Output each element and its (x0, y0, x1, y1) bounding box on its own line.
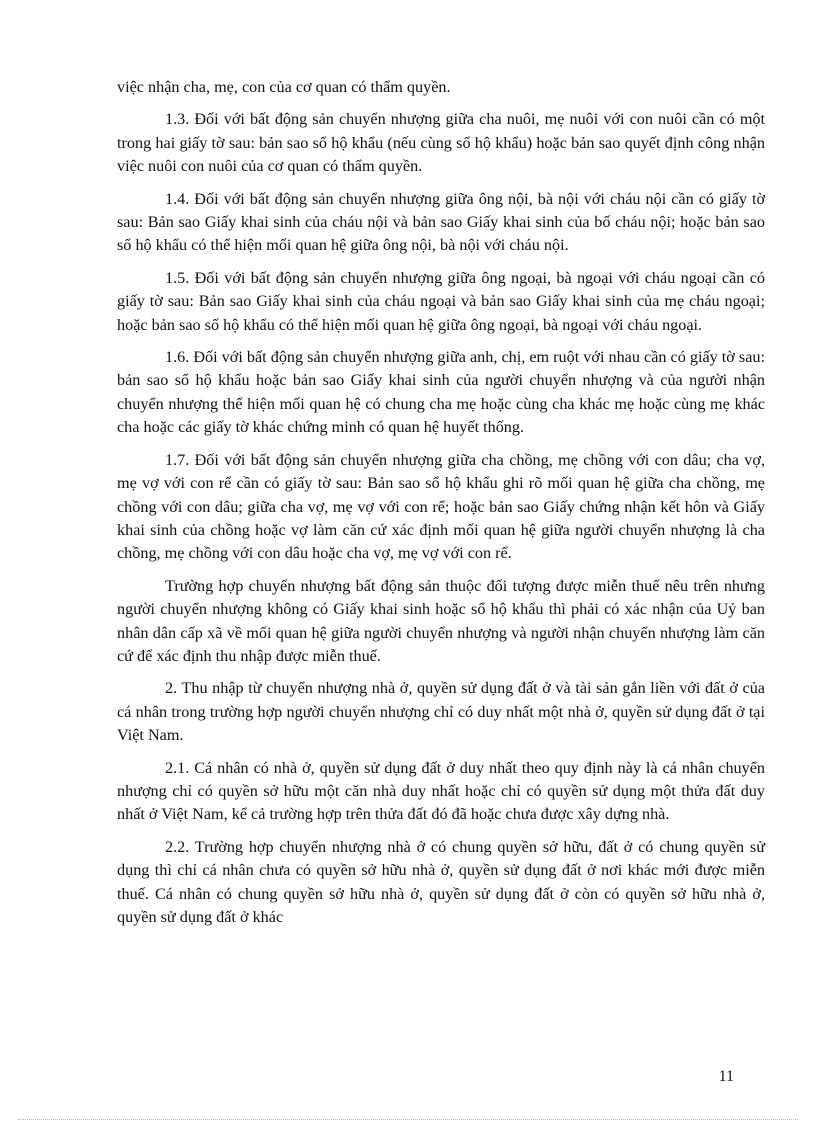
paragraph-1-5: 1.5. Đối với bất động sản chuyển nhượng giữa ông ngoại, bà ngoại với cháu ngoại cần có giấy tờ sau: Bản sao Giấy khai sinh của cháu ngoại và bản sao Giấy khai sinh của mẹ cháu ngoại; hoặc bản sao sổ hộ khẩu có thể hiện mối quan hệ giữa ông ngoại, bà ngoại với cháu ngoại. (117, 268, 765, 334)
paragraph-1-7: 1.7. Đối với bất động sản chuyển nhượng giữa cha chồng, mẹ chồng với con dâu; cha vợ, mẹ vợ với con rể cần có giấy tờ sau: Bản sao sổ hộ khẩu ghi rõ mối quan hệ giữa cha chồng, mẹ chồng với con dâu; giữa cha vợ, mẹ vợ với con rể; hoặc bản sao Giấy chứng nhận kết hôn và Giấy khai sinh của chồng hoặc vợ làm căn cứ xác định mối quan hệ giữa người chuyển nhượng là cha chồng, mẹ chồng với con dâu hoặc cha vợ, mẹ vợ với con rể. (117, 450, 765, 563)
paragraph-1-4: 1.4. Đối với bất động sản chuyển nhượng giữa ông nội, bà nội với cháu nội cần có giấy tờ sau: Bản sao Giấy khai sinh của cháu nội và bản sao Giấy khai sinh của bố cháu nội; hoặc bản sao sổ hộ khẩu có thể hiện mối quan hệ giữa ông nội, bà nội với cháu nội. (117, 189, 765, 255)
paragraph-1-6: 1.6. Đối với bất động sản chuyển nhượng giữa anh, chị, em ruột với nhau cần có giấy tờ sau: bản sao sổ hộ khẩu hoặc bản sao Giấy khai sinh của người chuyển nhượng và của người nhận chuyển nhượng thể hiện mối quan hệ có chung cha mẹ hoặc cùng cha khác mẹ hoặc cùng mẹ khác cha hoặc các giấy tờ khác chứng minh có quan hệ huyết thống. (117, 348, 765, 437)
paragraph-2: 2. Thu nhập từ chuyển nhượng nhà ở, quyền sử dụng đất ở và tài sản gắn liền với đất ở của cá nhân trong trường hợp người chuyển nhượng chỉ có duy nhất một nhà ở, quyền sử dụng đất ở tại Việt Nam. (117, 679, 765, 745)
paragraph-exemption-note: Trường hợp chuyển nhượng bất động sản thuộc đối tượng được miễn thuế nêu trên nhưng người chuyển nhượng không có Giấy khai sinh hoặc sổ hộ khẩu thì phải có xác nhận của Uỷ ban nhân dân cấp xã về mối quan hệ giữa người chuyển nhượng và người nhận chuyển nhượng làm căn cứ để xác định thu nhập được miễn thuế. (117, 576, 765, 665)
page-number: 11 (718, 1068, 734, 1085)
document-body (117, 76, 765, 938)
paragraph-2-2: 2.2. Trường hợp chuyển nhượng nhà ở có chung quyền sở hữu, đất ở có chung quyền sử dụng thì chỉ cá nhân chưa có quyền sở hữu nhà ở, quyền sử dụng đất ở nơi khác mới được miễn thuế. Cá nhân có chung quyền sở hữu nhà ở, quyền sử dụng đất ở còn có quyền sở hữu nhà ở, quyền sử dụng đất ở khác (117, 837, 765, 926)
paragraph-2-1: 2.1. Cá nhân có nhà ở, quyền sử dụng đất ở duy nhất theo quy định này là cá nhân chuyển nhượng chỉ có quyền sở hữu một căn nhà duy nhất hoặc chỉ có quyền sử dụng một thửa đất duy nhất ở Việt Nam, kể cả trường hợp trên thửa đất đó đã hoặc chưa được xây dựng nhà. (117, 758, 765, 824)
paragraph-continuation: việc nhận cha, mẹ, con của cơ quan có thẩm quyền. (117, 78, 451, 96)
paragraph-1-3: 1.3. Đối với bất động sản chuyển nhượng giữa cha nuôi, mẹ nuôi với con nuôi cần có một trong hai giấy tờ sau: bản sao sổ hộ khẩu (nếu cùng sổ hộ khẩu) hoặc bản sao quyết định công nhận việc nuôi con nuôi của cơ quan có thẩm quyền. (117, 110, 765, 176)
footer-divider (18, 1119, 798, 1120)
